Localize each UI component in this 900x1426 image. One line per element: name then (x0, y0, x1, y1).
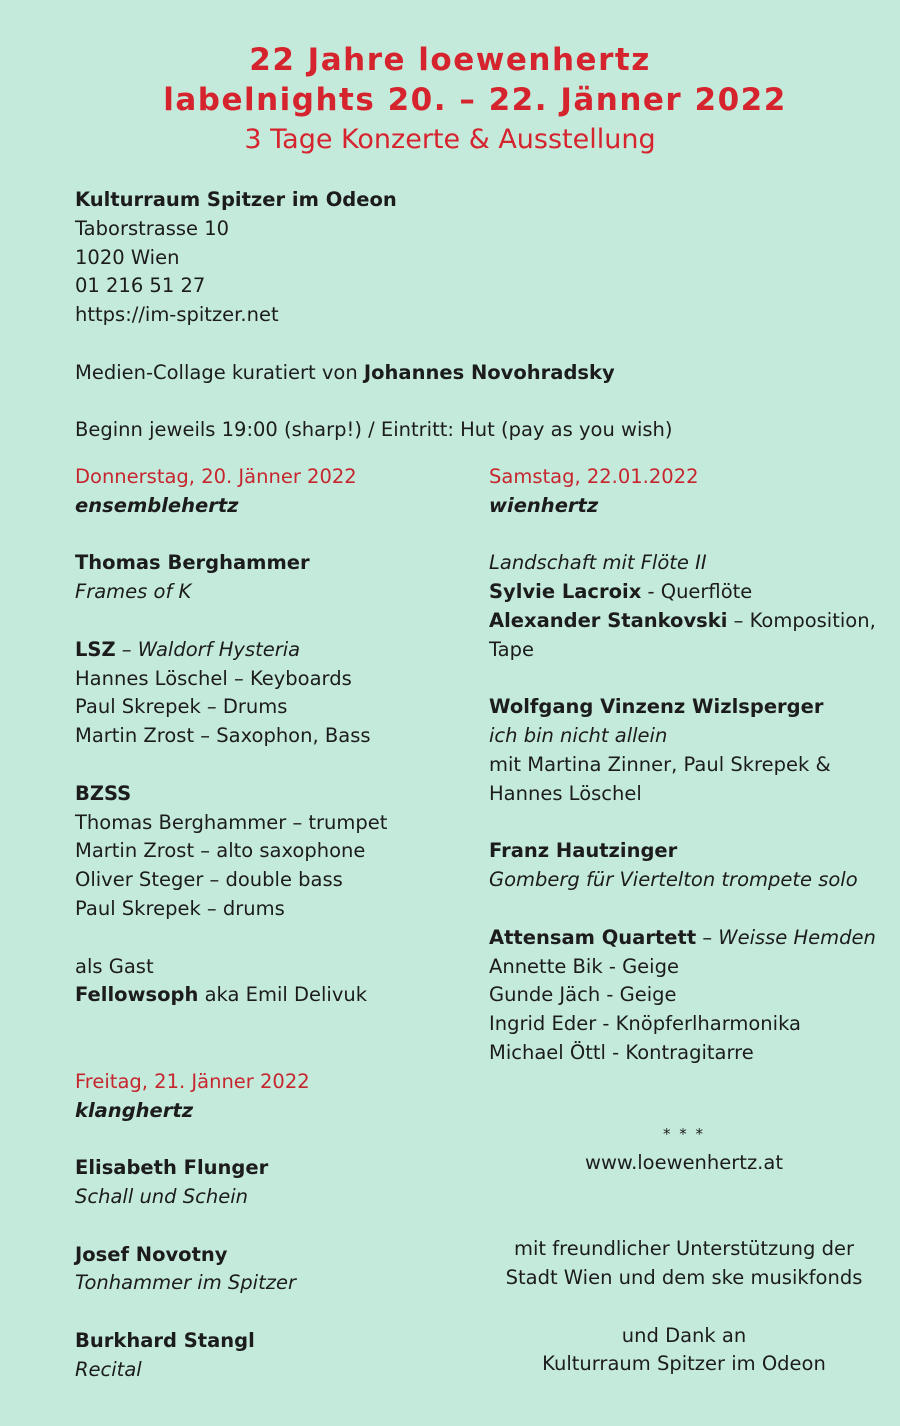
website-link[interactable]: www.loewenhertz.at (585, 1150, 783, 1174)
quartet-name: Attensam Quartett (489, 925, 697, 949)
bzss-member: Oliver Steger – double bass (75, 868, 343, 892)
bzss-member: Thomas Berghammer – trumpet (75, 810, 388, 834)
artist-name: Franz Hautzinger (489, 839, 678, 863)
venue-name: Kulturraum Spitzer im Odeon (75, 188, 397, 211)
quartet-member: Gunde Jäch - Geige (489, 983, 677, 1007)
artist-name: Thomas Berghammer (75, 551, 310, 575)
performer-role-continued: Tape (489, 637, 535, 661)
saturday-date: Samstag, 22.01.2022 (489, 465, 699, 488)
separator-stars: * * * (662, 1125, 706, 1143)
lsz-name: LSZ (75, 637, 116, 661)
thanks-line: Kulturraum Spitzer im Odeon (542, 1352, 826, 1376)
performer-role: - Querflöte (641, 580, 753, 604)
lsz-work: Waldorf Hysteria (137, 637, 301, 661)
artist-name: Elisabeth Flunger (75, 1156, 269, 1180)
lsz-member: Martin Zrost – Saxophon, Bass (75, 724, 371, 748)
lsz-dash: – (115, 637, 138, 661)
headline-dates: labelnights 20. – 22. Jänner 2022 (163, 82, 787, 118)
artist-work: Recital (75, 1357, 142, 1381)
performer-line (489, 578, 884, 607)
artist-work: Tonhammer im Spitzer (75, 1271, 296, 1295)
headline-subtitle: 3 Tage Konzerte & Ausstellung (244, 124, 656, 155)
thanks-line: und Dank an (621, 1323, 747, 1347)
guest-line (75, 981, 475, 1010)
lsz-heading (75, 636, 475, 665)
friday-label: klanghertz (75, 1098, 194, 1122)
artist-work: ich bin nicht allein (489, 724, 668, 748)
left-column (75, 463, 475, 1385)
flyer-header (0, 40, 900, 160)
flyer-footer (489, 1120, 879, 1379)
artist-work: Frames of K (75, 580, 192, 604)
thursday-date: Donnerstag, 20. Jänner 2022 (75, 465, 357, 488)
guest-intro: als Gast (75, 954, 154, 978)
quartet-dash: – (696, 925, 719, 949)
lsz-member: Hannes Löschel – Keyboards (75, 666, 352, 690)
quartet-member: Ingrid Eder - Knöpferlharmonika (489, 1012, 801, 1036)
curation-prefix: Medien-Collage kuratiert von (75, 360, 364, 384)
venue-info (75, 186, 835, 445)
thursday-label: ensemblehertz (75, 493, 239, 517)
artist-work: Gomberg für Viertelton trompete solo (489, 868, 858, 892)
friday-date: Freitag, 21. Jänner 2022 (75, 1069, 310, 1093)
right-column (489, 463, 884, 1068)
venue-phone: 01 216 51 27 (75, 274, 206, 298)
artist-work: Schall und Schein (75, 1184, 248, 1208)
lsz-member: Paul Skrepek – Drums (75, 695, 288, 719)
artist-name: Burkhard Stangl (75, 1328, 255, 1352)
venue-url-link[interactable]: https://im-spitzer.net (75, 303, 279, 327)
schedule-note: Beginn jeweils 19:00 (sharp!) / Eintritt: Hut (pay as you wish) (75, 418, 673, 442)
support-line: mit freundlicher Unterstützung der (514, 1237, 854, 1261)
quartet-member: Michael Öttl - Kontragitarre (489, 1040, 754, 1064)
quartet-heading (489, 924, 884, 953)
bzss-name: BZSS (75, 781, 132, 805)
venue-street: Taborstrasse 10 (75, 216, 230, 240)
venue-city: 1020 Wien (75, 245, 180, 269)
bzss-member: Paul Skrepek – drums (75, 896, 285, 920)
work-title: Landschaft mit Flöte II (489, 551, 707, 575)
performer-role: – Komposition, (727, 608, 876, 632)
guest-aka: aka Emil Delivuk (198, 983, 368, 1007)
artist-collaborators: mit Martina Zinner, Paul Skrepek & (489, 752, 831, 776)
support-line: Stadt Wien und dem ske musikfonds (505, 1265, 863, 1289)
headline-anniversary: 22 Jahre loewenhertz (249, 42, 651, 78)
performer-name: Sylvie Lacroix (489, 580, 642, 604)
curator-name: Johannes Novohradsky (363, 360, 615, 384)
performer-line (489, 607, 884, 636)
performer-name: Alexander Stankovski (489, 608, 728, 632)
quartet-member: Annette Bik - Geige (489, 954, 679, 978)
artist-name: Josef Novotny (75, 1242, 228, 1266)
quartet-work: Weisse Hemden (718, 925, 876, 949)
guest-name: Fellowsoph (75, 983, 199, 1007)
curation-line (75, 359, 835, 388)
artist-collaborators: Hannes Löschel (489, 781, 642, 805)
artist-name: Wolfgang Vinzenz Wizlsperger (489, 695, 824, 719)
saturday-label: wienhertz (489, 493, 599, 517)
bzss-member: Martin Zrost – alto saxophone (75, 839, 366, 863)
